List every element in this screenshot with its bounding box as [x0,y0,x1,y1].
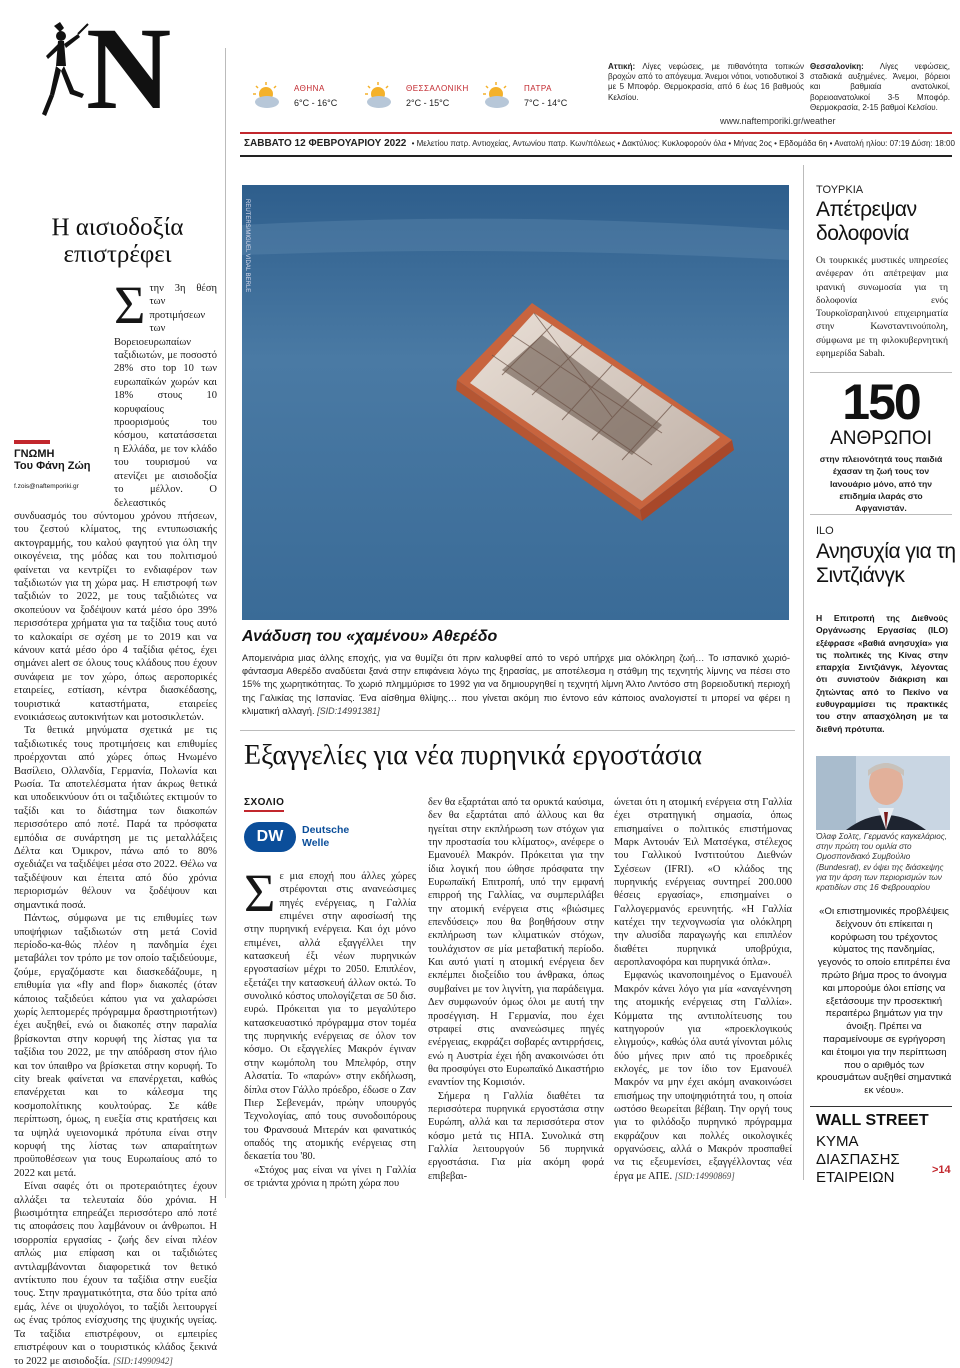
weather-city-name: ΑΘΗΝΑ [294,84,325,93]
masthead-letter: N [86,3,172,134]
photo-caption: Απομεινάρια μιας άλλης εποχής, για να θυμίζει ότι πριν καλυφθεί από το νερό υπήρχε μια ολόκληρη ζωή… Το ισπανικό χωριό-φάντασμα Αθερέδο αναδύεται ξανά στην επιφάνεια λόγω της ξηρασίας, με αποτέλεσμα η στάθμη της τεχνητής λίμνης να πέσει στο 15% της χωρητικότητας. Το χωριό πλημμύρισε το 1992 για να δημιουργηθεί η τεχνητή λίμνη Άλτο Λιντόσο στη βορειοδυτική περιοχή της Γαλικίας της Ισπανίας. Ένα αίσθημα θλίψης… που γίνεται ακόμη πιο έντονο εάν κάποιος αναλογιστεί τι μπορεί να φέρει η κλιματική αλλαγή. [SID:14991381] [242,653,790,716]
nuclear-col-1: Σε μια εποχή που άλλες χώρες στρέφονται στις ανανεώσιμες πηγές ενέργειας, η Γαλλία επιμένει στην αφοσίωσή της στην πυρηνική ενέργεια. Και όχι μόνο επιμένει, αλλά εξαγγέλλει την κατασκευή έξι νέων πυρηνικών εργοστασίων μέχρι το 2050. Επιπλέον, εξετάζει την κατασκευή άλλων οκτώ. Το συνολικό κόστος υπολογίζεται σε 50 δισ. ευρώ. Πρόκειται για το μεγαλύτερο κατασκευαστικό πρόγραμμα στον τομέα της πυρηνικής ενέργειας σε όλον τον κόσμο. Οι εξαγγελίες Μακρόν έγιναν στην κωμόπολη του Μπελφόρ, στην Αλσατία. Το «παρών» στην εκδήλωση, δίπλα στον Γάλλο πρόεδρο, έδωσε ο Ζαν Πιερ Σεβενεμάν, πρώην υπουργός Τεχνολογίας, από τους συνοδοιπόρους του Φρανσουά Μιτεράν και φανατικός οπαδός της ατομικής ενέργειας στη δεκαετία του '80. «Στόχος μας είναι να γίνει η Γαλλία σε τριάντα χρόνια η πρώτη χώρα που [244,863,416,1189]
hermes-figure-icon [34,16,94,126]
opinion-paragraph: Τα θετικά μηνύματα σχετικά με τις ταξιδιωτικές τους προτιμήσεις και επιθυμίες προέρχονται από χώρες όπως Ηνωμένο Βασίλειο, Ολλανδία, Γερμανία, Πολωνία και Ρωσία. Τα αποτελέσματα ήταν άκρως θετικά και υποδεικνύουν ότι οι ταξιδιώτες εκτιμούν το ταξίδι και το διάστημα των διακοπών περισσότερο από ποτέ. Παρά τα πρόσφατα εμπόδια σε συνάρτηση με τις μεταλλάξεις Δέλτα και Όμικρον, πάνω από το 80% σχεδιάζει να ταξιδέψει μέσα στο 2022. Θέλω να ταξιδέψουν και έπειτα από δύο χρόνια περιορισμών θέλουν να ξοδέψουν και σημαντικά ποσά. [14,725,217,911]
weather-city-temp: 2°C - 15°C [406,98,450,108]
nuclear-section-label: ΣΧΟΛΙΟ [244,797,285,808]
ilo-headline: Ανησυχία για τη Σιντζιάνγκ [816,540,956,587]
opinion-author: Του Φάνη Ζώη [14,460,91,472]
ilo-kicker: ILO [816,525,834,537]
sun-cloud-icon [250,82,284,110]
opinion-tag: ΓΝΩΜΗ [14,448,55,460]
weather-city-temp: 7°C - 14°C [524,98,568,108]
stat-label: ΑΝΘΡΩΠΟΙ [830,428,932,449]
ilo-text: Η Επιτροπή της Διεθνούς Οργάνωσης Εργασίας (ILO) εξέφρασε «βαθιά ανησυχία» για τις πολιτικές της Κίνας στην επαρχία Σιντζιάνγκ, λέγοντας ότι συνιστούν διάκριση και ζητώντας από το Πεκίνο να ευθυγραμμίσει τις πρακτικές του στην απασχόληση με τα διεθνή πρότυπα. [816,613,948,734]
nuclear-col-3: ώνεται ότι η ατομική ενέργεια στη Γαλλία έχει στρατηγική σημασία, όπως επισημαίνει ο πολιτικός επιστήμονας Μαρκ Αντουάν Έιλ Ματσέγκα, στέλεχος του Γαλλικού Ινστιτούτου Διεθνών Σχέσεων (IFRI). «Ο κλάδος της πυρηνικής ενέργειας συντηρεί 200.000 θέσεις εργασίας», επισημαίνει ο Γαλλογερμανός ερευνητής. «Η Γαλλία κατέχει την τεχνογνωσία για ολόκληρη την αλυσίδα παραγωγής και επιπλέον διαθέτει πυρηνικά υποβρύχια, αεροπλανοφόρα και πυρηνικά όπλα». Εμφανώς ικανοποιημένος ο Εμανουέλ Μακρόν κάνει λόγο για μία «αναγέννηση της ατομικής ενέργειας στη Γαλλία». Κόμματα της αντιπολίτευσης του κατηγορούν για «προεκλογικούς ελιγμούς», καθώς όλα αυτά γίνονται μόλις δύο μήνες πριν από τις προεδρικές εκλογές, με τον ίδιο τον Εμανουέλ Μακρόν να μην έχει ακόμη ανακοινώσει επισήμως την υποψηφιότητά του, η οποία ωστόσο θεωρείται βέβαιη. Την οργή τους για το φιλόδοξο πυρηνικό πρόγραμμα εκφράζουν και πολλές οικολογικές οργανώσεις, αλλά ο Μακρόν προσπαθεί να τις εξευμενίσει, εξαγγέλλοντας νέα έργα με ΑΠΕ. [SID:14990869] [614,797,792,1182]
wallstreet-page-ref[interactable]: >14 [932,1164,951,1176]
photo-credit: REUTERS/MIGUEL VIDAL BERLE [244,199,250,293]
weather-city-temp: 6°C - 16°C [294,98,338,108]
opinion-paragraph: Στην 3η θέση των προτιμήσεων των Βορειοευρωπαίων ταξιδιωτών, με ποσοστό 28% στο top 10 των ευρωπαϊκών χωρών και 18% στους 10 κορυφαίους προορισμούς του κόσμου, κατατάσσεται η Ελλάδα, με τον κλάδο του τουρισμού να ατενίζει με αισιοδοξία το μέλλον. Ο δελεαστικός συνδυασμός του σύντομου χρόνου πτήσεων, του ζεστού κλίματος, της εντυπωσιακής ακτογραμμής, του καλού φαγητού για όλη την οικογένεια, της μόδας και του πολιτισμού φαίνεται να κεντρίζει το ενδιαφέρον των ταξιδιωτών για τη χώρα μας. Η επιστροφή των ταξιδιών το 2022, με τους ταξιδιώτες να σκοπεύουν να ξοδέψουν κατά μέσο όρο 39% περισσότερα χρήματα για τα ταξίδια τους αυτό το καλοκαίρι σε σχέση με το 2019 και να κάνουν κατά μέσο όρο 4 ταξίδια φέτος, έχει σημάνει alert σε όλους τους κλάδους που έχουν συνάφεια με τον χώρο, όπως αεροπορικές εταιρείες, εστίαση, κέντρα διασκέδασης, τουριστικά καταστήματα, εταιρείες ενοικιάσεως αυτοκινήτων και μοτοσικλετών. [14,275,217,723]
dateline-rule-bottom [240,155,952,157]
sidebar-rule [810,1106,952,1107]
dw-name-line-2: Welle [302,837,330,849]
news-photo [242,185,789,620]
nuclear-headline: Εξαγγελίες για νέα πυρηνικά εργοστάσια [244,739,702,771]
scholz-name: Όλαφ Σολτς, [816,832,862,841]
forecast-label: Αττική: [608,62,636,71]
weather-forecast-attiki [608,62,804,103]
submerged-village-roof-image [242,185,789,620]
dw-logo [244,820,364,854]
stat-number: 150 [842,374,920,430]
forecast-text: Λίγες νεφώσεις, με πιθανότητα τοπικών βροχών από το απόγευμα. Άνεμοι νότιοι, νοτιοδυτικοί 3 με 5 Μποφόρ. Θερμοκρασία, από 6 έως 16 βαθμούς Κελσίου. [608,62,804,102]
nuclear-col-2: δεν θα εξαρτάται από τα ορυκτά καύσιμα, δεν θα εξαρτάται από άλλους και θα ηγείται στην εκπλήρωση των στόχων για την προστασία του κλίματος», ανέφερε ο Εμανουέλ Μακρόν. Πρόκειται για την ίδια λογική που ώθησε πρόσφατα την Ευρωπαϊκή Επιτροπή, υπό την εμφανή επιρροή της Γαλλίας, να συμπεριλάβει την ατομική ενέργεια στις «βιώσιμες επενδύσεις» που θα βοηθήσουν στην εκπλήρωση των κλιματικών στόχων, τουλάχιστον σε μία μεταβατική περίοδο. Και αυτό γιατί η ατομική ενέργεια δεν εκπέμπει διοξείδιο του άνθρακα, όπως συμβαίνει με τον λιγνίτη, για παράδειγμα. Δεν συμφωνούν όμως όλοι με αυτή την προσέγγιση. Η Γερμανία, που έχει στραφεί στις ανανεώσιμες πηγές ενέργειας, εκφράζει σοβαρές αντιρρήσεις, ενώ η Αυστρία έχει ήδη ανακοινώσει ότι θα προσφύγει στο Ευρωπαϊκό Δικαστήριο εναντίον της Κομισιόν. Σήμερα η Γαλλία διαθέτει τα περισσότερα πυρηνικά εργοστάσια στην Ευρώπη, αλλά και τα περισσότερα στον κόσμο μετά τις ΗΠΑ. Συνολικά στη Γαλλία λειτουργούν 56 πυρηνικά εργοστάσια. Για μία ακόμη φορά επιβεβαι- [428,797,604,1182]
nuclear-section-underline [244,810,284,812]
opinion-paragraph: Πάντως, σύμφωνα με τις επιθυμίες των υποψήφιων ταξιδιωτών στη μετά Covid περίοδο-κα-θώς πλέον η πανδημία έχει μεταβάλει τον τρόπο με τον οποίο ταξιδεύουμε, ζούμε, εργαζόμαστε και διασκεδάζουμε, η επιθυμία για «fly and flop» διακοπές (όταν κάποιος ταξιδεύει κάπου για να χαλαρώσει χωρίς λεπτομερές πρόγραμμα δραστηριοτήτων) έχει αυξηθεί, ενώ οι διακοπές στην παραλία βρίσκονται στην κορυφή της λίστας για τα ταξίδια του 2022, με την απόδραση στον ήλιο και τον ύπαιθρο να βρίσκεται στην κορυφή. Το city break φαίνεται να επανέρχεται, καθώς επανέρχεται και το κάλεσμα της κοσμοπολίτικης κουλτούρας. Σε κάθε περίπτωση, όμως, η ευεξία στις κρατήσεις και τα υψηλά υγειονομικά πρότυπα είναι στην κορυφή της λίστας των απαραίτητων προϋποθέσεων για τους Ευρωπαίους από το 2022 και μετά. [14,913,217,1179]
weather-forecast-thessaloniki [810,62,950,113]
sidebar-rule [810,514,952,515]
dateline-rule-top [240,132,952,134]
column-divider-left [225,48,226,1198]
scholz-caption: Όλαφ Σολτς, Γερμανός καγκελάριος, στην πρώτη του ομιλία στο Ομοσπονδιακό Συμβούλιο (Bundesrat), εν όψει της διάσκεψης για την άρση των περιορισμών των κρατιδίων στις 16 Φεβρουαρίου [816,832,948,893]
section-rule [240,730,795,731]
photo-sid: [SID:14991381] [317,705,380,716]
nuclear-dropcap: Σ [244,863,276,923]
weather-url[interactable]: www.naftemporiki.gr/weather [720,116,836,126]
wallstreet-headline: ΚΥΜΑ ΔΙΑΣΠΑΣΗΣ ΕΤΑΙΡΕΙΩΝ [816,1133,900,1186]
opinion-dropcap: Σ [114,275,146,335]
dateline-date: ΣΑΒΒΑΤΟ 12 ΦΕΒΡΟΥΑΡΙΟΥ 2022 [244,138,407,149]
opinion-email[interactable]: f.zois@naftemporiki.gr [14,483,79,490]
photo-headline: Ανάδυση του «χαμένου» Αθερέδο [242,628,498,645]
dw-logo-icon: DW [244,822,296,852]
turkey-kicker: ΤΟΥΡΚΙΑ [816,184,864,196]
opinion-body [14,275,217,1367]
scholz-quote: «Οι επιστημονικές προβλέψεις δείχνουν ότι επίκειται η κορύφωση του τρέχοντος κύματος της πανδημίας, γεγονός το οποίο επιτρέπει ένα πρώτο βήμα προς το άνοιγμα και μπορούμε όλοι επίσης να εξετάσουμε την προσεκτική περαιτέρω βημάτων για την άνοιξη. Πρέπει να παραμείνουμε σε εγρήγορση και έτοιμοι για την περίπτωση που ο αριθμός των κρουσμάτων αυξηθεί σημαντικά εκ νέου». [816,906,952,1097]
weather-strip [240,78,600,118]
opinion-paragraph: Είναι σαφές ότι οι προτεραιότητες έχουν αλλάξει τα τελευταία δύο χρόνια. Η βιωσιμότητα επηρεάζει περισσότερο από ποτέ τις αποφάσεις που λαμβάνουν οι άνθρωποι. Η ισορροπία εργασίας - ζωής δεν είναι πλέον απλώς μια επίφαση και οι ταξιδιώτες αντιλαμβάνονται διαφορετικά τον θετικό αντίκτυπο που έχουν τα ταξίδια στην ευεξία τους. Στην πραγματικότητα, στα δύο τρίτα από εμάς, λένε οι ψυχολόγοι, το ταξίδι λειτουργεί ως ένας τρόπος ενίσχυσης της ψυχικής υγείας. Τα ταξίδια επιστρέφουν, οι εμπειρίες επιστρέφουν και ο τουριστικός κλάδος ξεκινά το 2022 με αισιοδοξία. [SID:14990942] [14,1181,217,1367]
weather-city-name: ΠΑΤΡΑ [524,84,552,93]
forecast-text: Λίγες νεφώσεις, σταδιακά αυξημένες. Άνεμοι, βόρειοι και βαθμιαία ανατολικοί, βορειοανατολικοί 3-5 Μποφόρ. Θερμοκρασία, 2-15 βαθμοί Κελσίου. [810,62,950,112]
dateline-details: • Μελετίου πατρ. Αντιοχείας, Αντωνίου πατρ. Κων/πόλεως • Δακτύλιος: Κυκλοφορούν όλα • Μήνας 2ος • Εβδομάδα 6η • Ανατολή ηλίου: 07:19 Δύση: 18:00 [411,139,955,148]
dw-name-line-1: Deutsche [302,824,350,836]
scholz-photo [816,756,950,830]
opinion-sid: [SID:14990942] [112,1355,173,1366]
forecast-label: Θεσσαλονίκη: [810,62,864,71]
turkey-headline: Απέτρεψαν δολοφονία [816,198,917,245]
opinion-headline: Η αισιοδοξία επιστρέφει [51,214,184,268]
nuclear-sid: [SID:14990869] [674,1170,735,1181]
turkey-text: Οι τουρκικές μυστικές υπηρεσίες ανέφεραν ότι απέτρεψαν μια ιρανική συνωμοσία για τη δολοφονία ενός Τουρκοϊσραηλινού επιχειρηματία στην Κωνσταντινούπολη, σύμφωνα με τη φιλοκυβερνητική εφημερίδα Sabah. [816,255,948,360]
wallstreet-kicker: WALL STREET [816,1112,929,1129]
masthead-logo [34,3,172,136]
dateline [244,138,954,149]
opinion-float-spacer [14,440,114,498]
stat-text: στην πλειονότητά τους παιδιά έχασαν τη ζωή τους τον Ιανουάριο μόνο, από την επιδημία ιλαράς στο Αφγανιστάν. [819,454,943,514]
column-divider-right [803,165,804,1180]
weather-city-name: ΘΕΣΣΑΛΟΝΙΚΗ [406,84,469,93]
sun-cloud-icon [480,82,514,110]
scholz-portrait-image [816,756,950,830]
sun-cloud-icon [362,82,396,110]
